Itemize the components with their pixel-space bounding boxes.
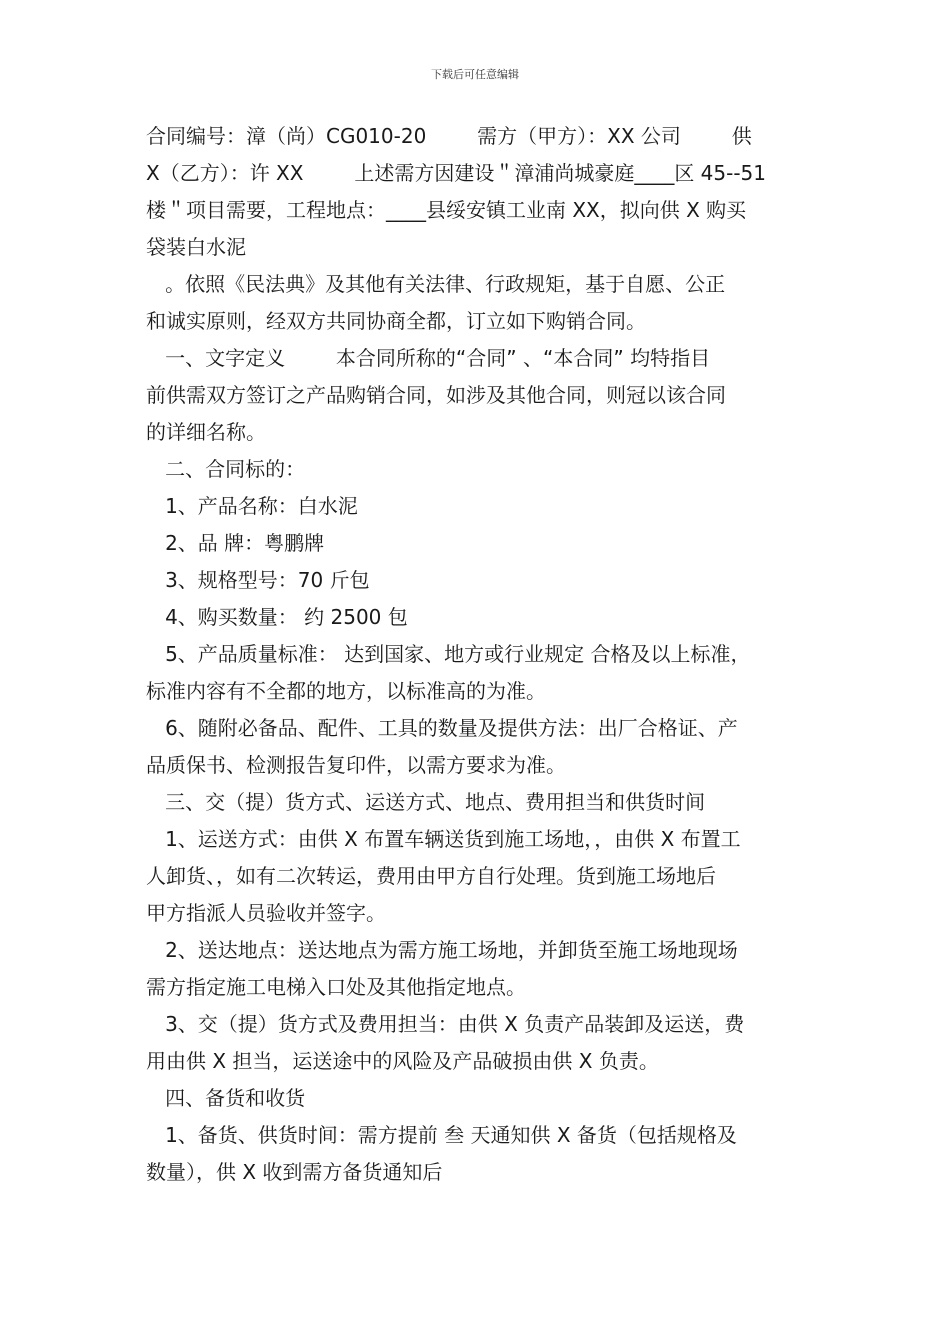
- paragraph-line: 一、文字定义 本合同所称的“合同” 、“本合同” 均特指目: [146, 346, 711, 370]
- paragraph-line: 楼＂项目需要，工程地点：____县绥安镇工业南 XX，拟向供 X 购买: [146, 198, 747, 222]
- list-item: 1、产品名称：白水泥: [146, 494, 358, 518]
- paragraph-line: 前供需双方签订之产品购销合同，如涉及其他合同，则冠以该合同: [146, 383, 726, 407]
- paragraph-line: 袋装白水泥: [146, 235, 246, 259]
- paragraph-line: 的详细名称。: [146, 420, 266, 444]
- list-item: 3、交（提）货方式及费用担当：由供 X 负责产品装卸及运送，费: [146, 1012, 745, 1036]
- list-item: 2、品 牌：粤鹏牌: [146, 531, 325, 555]
- paragraph-line: 。依照《民法典》及其他有关法律、行政规矩，基于自愿、公正: [146, 272, 726, 296]
- page-header-note: 下载后可任意编辑: [431, 68, 519, 81]
- list-item: 5、产品质量标准： 达到国家、地方或行业规定 合格及以上标准，: [146, 642, 751, 666]
- paragraph-line: 合同编号：漳（尚）CG010-20 需方（甲方）：XX 公司 供: [146, 124, 752, 148]
- paragraph-line: 和诚实原则，经双方共同协商全都，订立如下购销合同。: [146, 309, 646, 333]
- paragraph-line: 标准内容有不全都的地方，以标准高的为准。: [146, 679, 546, 703]
- paragraph-line: 甲方指派人员验收并签字。: [146, 901, 386, 925]
- paragraph-line: 品质保书、检测报告复印件，以需方要求为准。: [146, 753, 566, 777]
- contract-body: [146, 118, 818, 1191]
- paragraph-line: X（乙方）：许 XX 上述需方因建设＂漳浦尚城豪庭____区 45--51: [146, 161, 767, 185]
- list-item: 4、购买数量： 约 2500 包: [146, 605, 408, 629]
- section-heading: 二、合同标的：: [146, 457, 306, 481]
- list-item: 2、送达地点：送达地点为需方施工场地，并卸货至施工场地现场: [146, 938, 738, 962]
- section-heading: 三、交（提）货方式、运送方式、地点、费用担当和供货时间: [146, 790, 706, 814]
- list-item: 6、随附必备品、配件、工具的数量及提供方法：出厂合格证、产: [146, 716, 738, 740]
- paragraph-line: 人卸货、，如有二次转运，费用由甲方自行处理。货到施工场地后: [146, 864, 716, 888]
- paragraph-line: 用由供 X 担当，运送途中的风险及产品破损由供 X 负责。: [146, 1049, 659, 1073]
- list-item: 1、运送方式：由供 X 布置车辆送货到施工场地，，由供 X 布置工: [146, 827, 741, 851]
- list-item: 3、规格型号：70 斤包: [146, 568, 370, 592]
- list-item: 1、备货、供货时间：需方提前 叁 天通知供 X 备货（包括规格及: [146, 1123, 737, 1147]
- paragraph-line: 需方指定施工电梯入口处及其他指定地点。: [146, 975, 526, 999]
- section-heading: 四、备货和收货: [146, 1086, 306, 1110]
- paragraph-line: 数量），供 X 收到需方备货通知后: [146, 1160, 443, 1184]
